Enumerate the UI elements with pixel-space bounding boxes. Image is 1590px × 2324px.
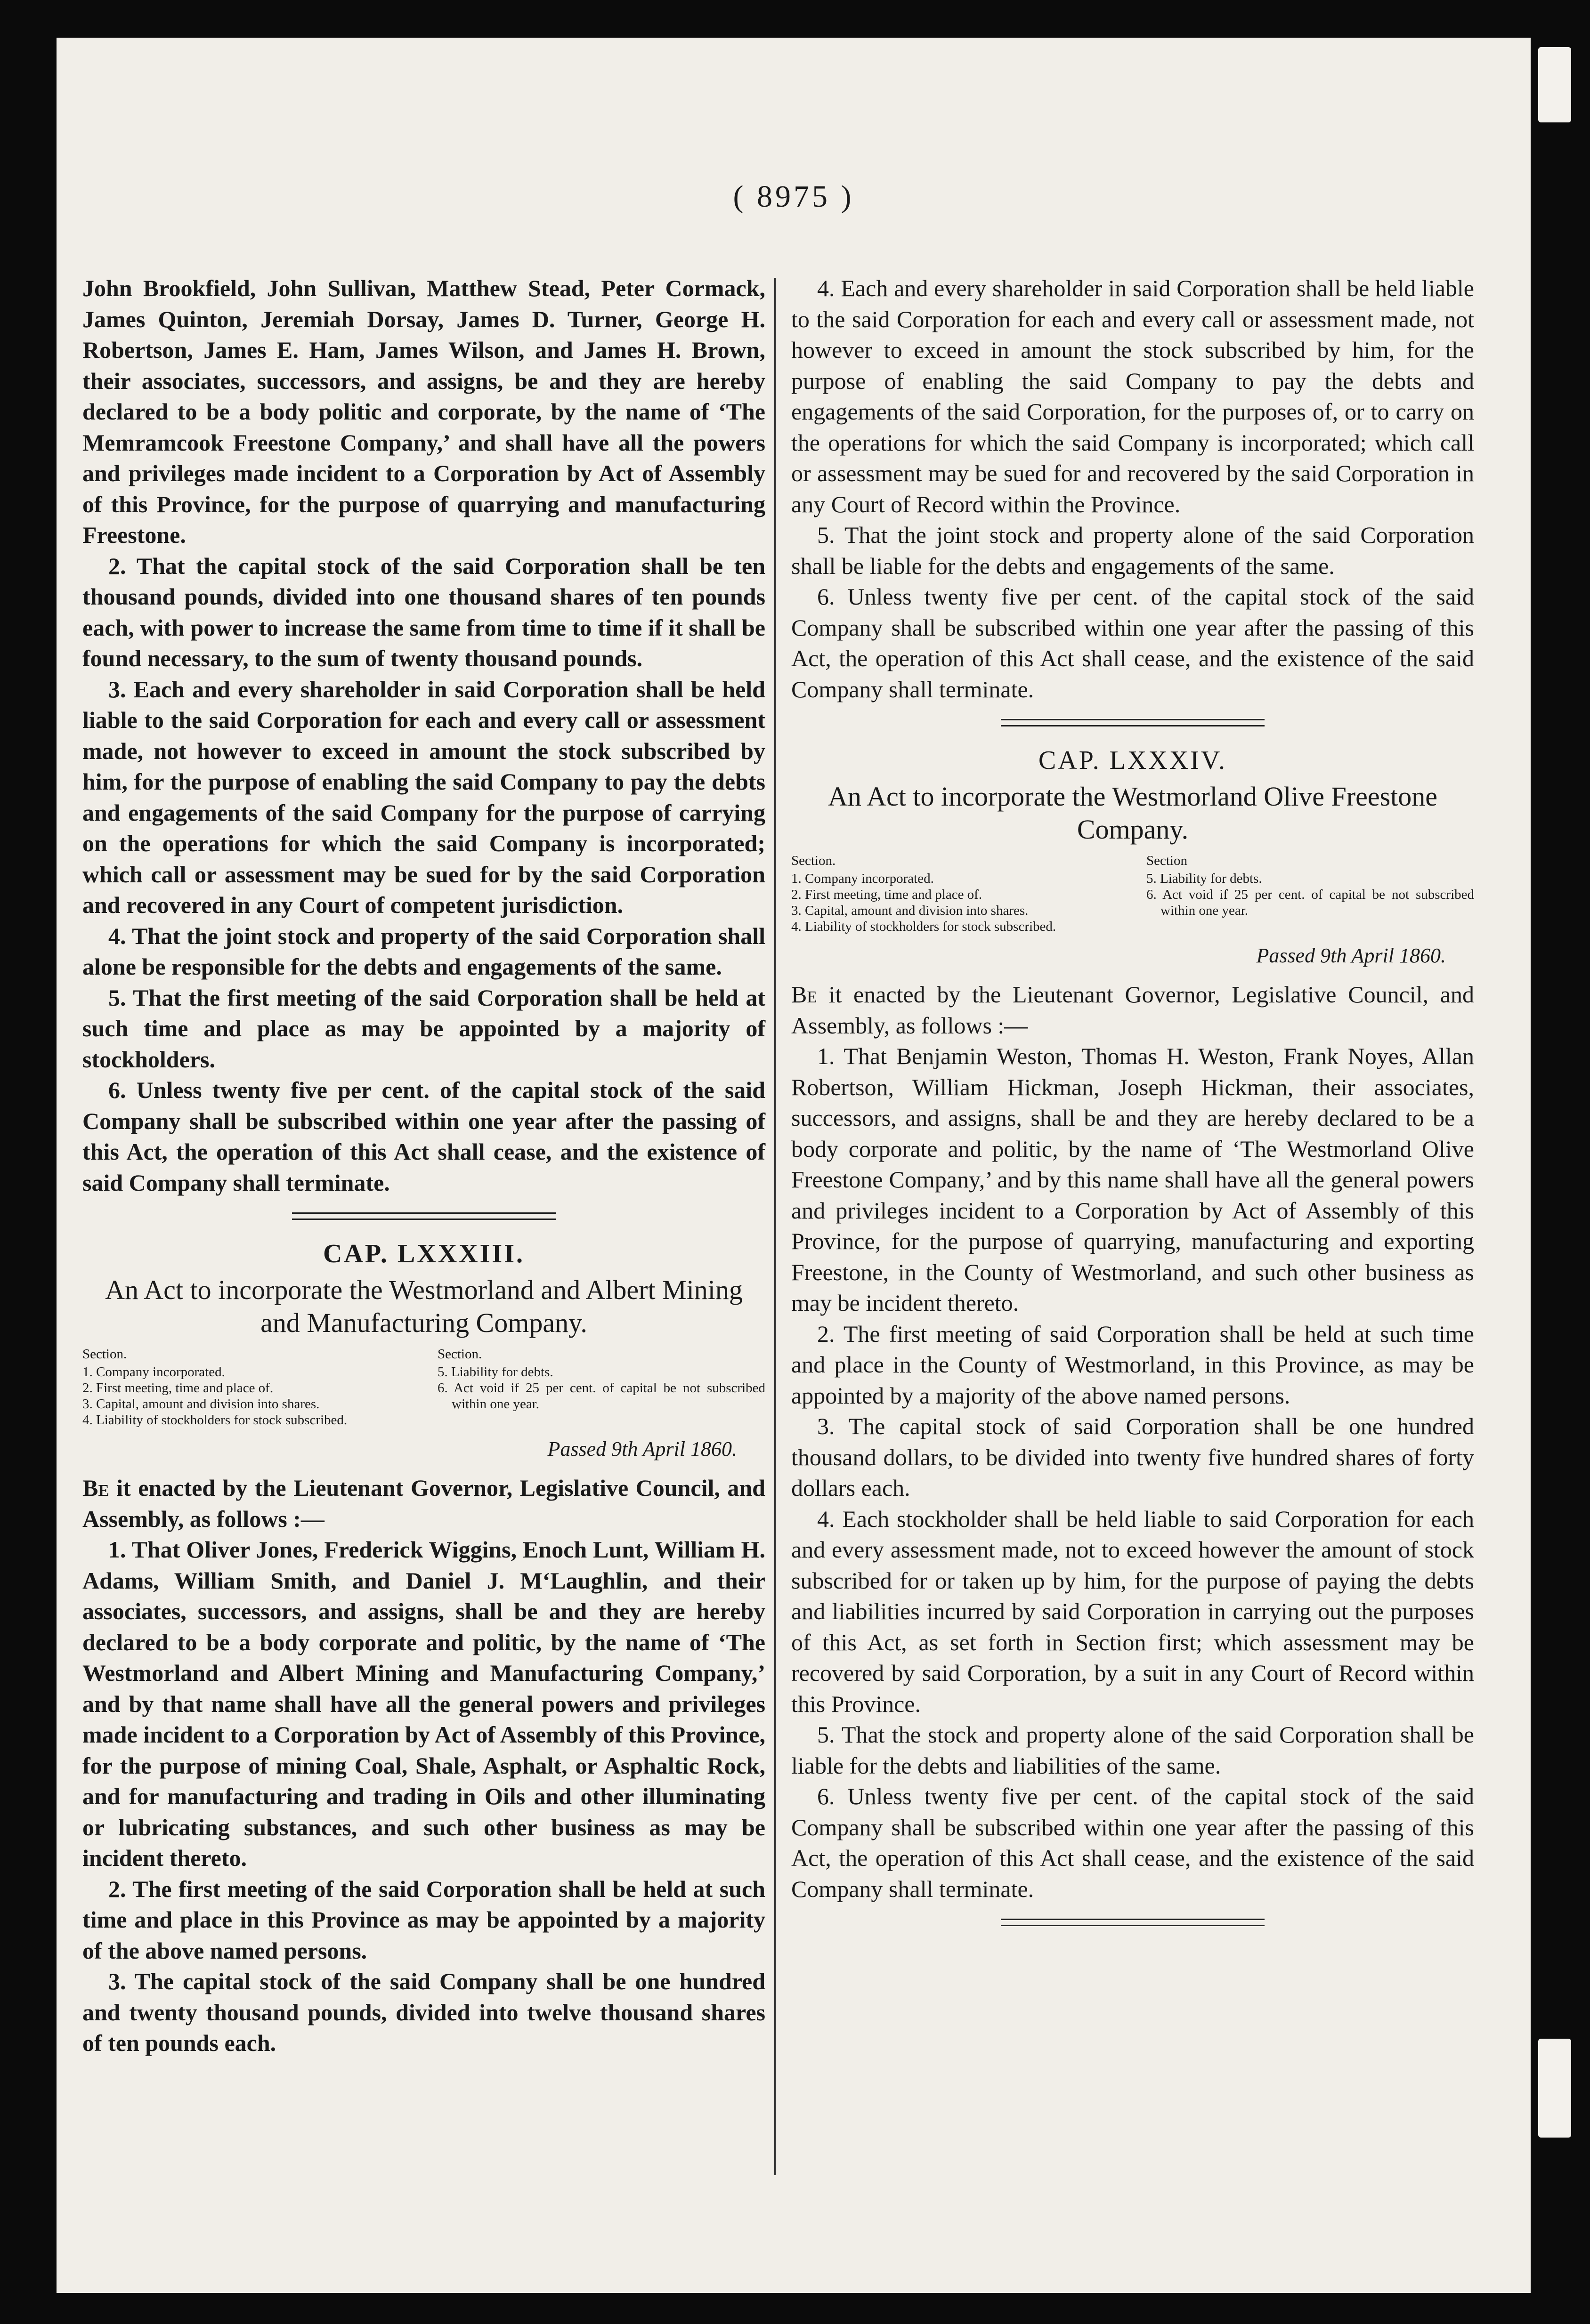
section-rule [292, 1212, 556, 1220]
enacting-be: Be [82, 1475, 109, 1501]
toc-item: 2. First meeting, time and place of. [791, 887, 982, 902]
memramcook-intro: John Brookfield, John Sullivan, Matthew Stead, Peter Cormack, James Quinton, Jeremiah Dorsay, James D. Turner, George H. Robertson, James E. Ham, James Wilson, and James H. Brown, their associates, successors, and assigns, be and they are hereby declared to be a body politic and corporate, by the name of ‘The Memramcook Freestone Company,’ and shall have all the powers and privileges made incident to a Corporation by Act of Assembly of this Province, for the purpose of quarrying and manufacturing Freestone. [82, 275, 765, 548]
cap-83-section-index [82, 1346, 765, 1428]
cap-83-act-title: An Act to incorporate the Westmorland and Albert Mining and Manufacturing Company. [105, 1274, 743, 1338]
edge-tab-top [1538, 47, 1571, 122]
cap-84-passed-date: Passed 9th April 1860. [1256, 944, 1446, 967]
toc-item: 5. Liability for debts. [438, 1364, 553, 1380]
cap-84-enacting-clause [791, 979, 1474, 1041]
page-number: ( 8975 ) [733, 179, 854, 214]
toc-item: 6. Act void if 25 per cent. of capital be not subscribed within one year. [1146, 887, 1474, 918]
toc-left [82, 1346, 410, 1428]
toc-item: 4. Liability of stockholders for stock subscribed. [82, 1412, 348, 1428]
right-column [791, 273, 1474, 1940]
toc-right [1146, 853, 1474, 935]
memramcook-section-2: 2. That the capital stock of the said Corporation shall be ten thousand pounds, divided into one thousand shares of ten pounds each, with power to increase the same from time to time if it shall be found necessary, to the sum of twenty thousand pounds. [82, 552, 765, 671]
toc-head: Section. [791, 853, 836, 868]
cap-83-section-1: 1. That Oliver Jones, Frederick Wiggins, Enoch Lunt, William H. Adams, William Smith, and Daniel J. M‘Laughlin, and their associates, successors, and assigns, shall be and they are hereby declared to be a body corporate and politic, by the name of ‘The Westmorland and Albert Mining and Manufacturing Company,’ and by that name shall have all the general powers and privileges made incident to a Corporation by Act of Assembly of this Province, for the purpose of mining Coal, Shale, Asphalt, or Asphaltic Rock, and for manufacturing and trading in Oils and other illuminating or lubricating substances, and such other business as may be incident thereto. [82, 1536, 765, 1871]
cap-84-block [791, 745, 1474, 1926]
cap-84-act-title: An Act to incorporate the Westmorland Olive Freestone Company. [827, 781, 1438, 845]
section-rule [1001, 719, 1265, 726]
cap-83-enacting-clause [82, 1473, 765, 1534]
toc-item: 2. First meeting, time and place of. [82, 1380, 274, 1396]
toc-head: Section. [82, 1346, 127, 1362]
memramcook-section-3: 3. Each and every shareholder in said Corporation shall be held liable to the said Corporation for each and every call or assessment made, not however to exceed in amount the stock subscribed by him, for the purpose of enabling the said Company to pay the debts and engagements of the said Company for the purpose of carrying on the operations for which the said Company is incorporated; which call or assessment may be sued for by the said Corporation and recovered in any Court of competent jurisdiction. [82, 676, 765, 918]
cap-83-section-3: 3. The capital stock of the said Company shall be one hundred and twenty thousand pounds, divided into twelve thousand shares of ten pounds each. [82, 1968, 765, 2056]
toc-item: 3. Capital, amount and division into shares. [82, 1396, 320, 1412]
cap-84-section-6: 6. Unless twenty five per cent. of the capital stock of the said Company shall be subscribed within one year after the passing of this Act, the operation of this Act shall cease, and the existence of the said Company shall terminate. [791, 1783, 1474, 1902]
cap-83-section-6: 6. Unless twenty five per cent. of the capital stock of the said Company shall be subscribed within one year after the passing of this Act, the operation of this Act shall cease, and the existence of the said Company shall terminate. [791, 583, 1474, 702]
toc-head: Section. [438, 1346, 482, 1362]
cap-83-section-4: 4. Each and every shareholder in said Corporation shall be held liable to the said Corporation for each and every call or assessment made, not however to exceed in amount the stock subscribed by him, for the purpose of enabling the said Company to pay the debts and engagements of the said Corporation, for the purposes of, or to carry on the operations for which the said Company is incorporated; which call or assessment may be sued for and recovered by the said Corporation in any Court of Record within the Province. [791, 275, 1474, 517]
cap-83-title: CAP. LXXXIII. [323, 1239, 525, 1268]
cap-84-title: CAP. LXXXIV. [1038, 746, 1227, 775]
column-divider [774, 278, 776, 2175]
toc-item: 5. Liability for debts. [1146, 871, 1262, 886]
document-page [57, 38, 1531, 2293]
cap-84-section-3: 3. The capital stock of said Corporation shall be one hundred thousand dollars, to be divided into twenty five hundred shares of forty dollars each. [791, 1413, 1474, 1501]
toc-left [791, 853, 1119, 935]
cap-84-section-4: 4. Each stockholder shall be held liable to said Corporation for each and every assessment made, not to exceed however the amount of stock subscribed for or taken up by him, for the purpose of paying the debts and liabilities incurred by said Corporation in carrying out the purposes of this Act, as set forth in Section first; which assessment may be recovered by said Corporation, by a suit in any Court of Record within this Province. [791, 1505, 1474, 1717]
toc-item: 3. Capital, amount and division into shares. [791, 903, 1029, 918]
cap-83-section-5: 5. That the joint stock and property alone of the said Corporation shall be liable for the debts and engagements of the same. [791, 522, 1474, 579]
cap-84-section-5: 5. That the stock and property alone of the said Corporation shall be liable for the debts and liabilities of the same. [791, 1721, 1474, 1779]
enacting-text: it enacted by the Lieutenant Governor, Legislative Council, and Assembly, as follows :— [791, 981, 1474, 1039]
cap-84-section-index [791, 853, 1474, 935]
edge-tab-bottom [1538, 2039, 1571, 2138]
left-column [82, 273, 765, 2059]
memramcook-section-4: 4. That the joint stock and property of the said Corporation shall alone be responsible for the debts and engagements of the same. [82, 922, 765, 980]
toc-item: 4. Liability of stockholders for stock subscribed. [791, 919, 1056, 934]
memramcook-section-6: 6. Unless twenty five per cent. of the capital stock of the said Company shall be subscribed within one year after the passing of this Act, the operation of this Act shall cease, and the existence of said Company shall terminate. [82, 1077, 765, 1196]
cap-84-section-1: 1. That Benjamin Weston, Thomas H. Weston, Frank Noyes, Allan Robertson, William Hickman, Joseph Hickman, their associates, successors, and assigns, shall be and they are hereby declared to be a body corporate and politic, by the name of ‘The Westmorland Olive Freestone Company,’ and by this name shall have all the general powers and privileges incident to a Corporation by Act of Assembly of this Province, for the purpose of quarrying, manufacturing and exporting Freestone, in the County of Westmorland, and such other business as may be incident thereto. [791, 1043, 1474, 1316]
toc-item: 1. Company incorporated. [791, 871, 934, 886]
enacting-text: it enacted by the Lieutenant Governor, Legislative Council, and Assembly, as follows :— [82, 1475, 765, 1532]
cap-83-section-2: 2. The first meeting of the said Corporation shall be held at such time and place in this Province as may be appointed by a majority of the above named persons. [82, 1875, 765, 1964]
cap-84-section-2: 2. The first meeting of said Corporation shall be held at such time and place in the County of Westmorland, in this Province, as may be appointed by a majority of the above named persons. [791, 1320, 1474, 1409]
cap-83-passed-date: Passed 9th April 1860. [547, 1437, 737, 1461]
memramcook-section-5: 5. That the first meeting of the said Corporation shall be held at such time and place as may be appointed by a majority of stockholders. [82, 984, 765, 1073]
toc-item: 1. Company incorporated. [82, 1364, 225, 1380]
section-rule [1001, 1919, 1265, 1926]
toc-item: 6. Act void if 25 per cent. of capital be not subscribed within one year. [438, 1380, 765, 1412]
toc-right [438, 1346, 765, 1428]
enacting-be: Be [791, 981, 817, 1008]
toc-head: Section [1146, 853, 1187, 868]
